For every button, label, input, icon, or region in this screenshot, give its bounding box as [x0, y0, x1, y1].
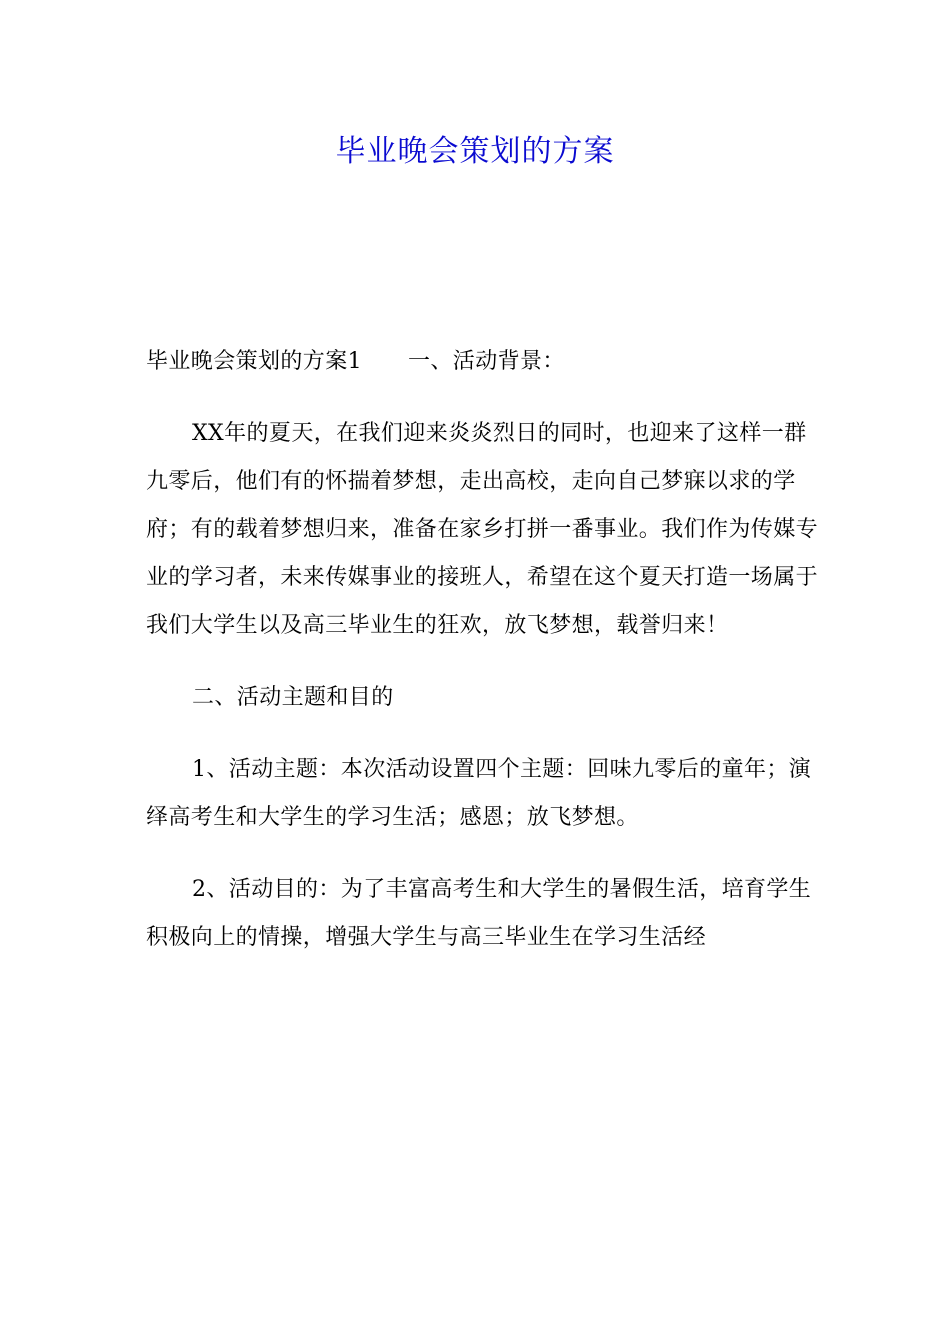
paragraph-purpose: 2、活动目的：为了丰富高考生和大学生的暑假生活，培育学生积极向上的情操，增强大学生与高三毕业生在学习生活经 — [146, 877, 812, 950]
intro-label: 毕业晚会策划的方案1 — [146, 349, 362, 374]
document-title: 毕业晚会策划的方案 — [335, 134, 615, 169]
section-heading-background: 一、活动背景： — [408, 349, 565, 374]
paragraph-background: XX年的夏天，在我们迎来炎炎烈日的同时，也迎来了这样一群九零后，他们有的怀揣着梦想，走出高校，走向自己梦寐以求的学府；有的载着梦想归来，准备在家乡打拼一番事业。我们作为传媒专业的学习者，未来传媒事业的接班人，希望在这个夏天打造一场属于我们大学生以及高三毕业生的狂欢，放飞梦想，载誉归来！ — [146, 421, 819, 638]
intro-line — [146, 338, 826, 386]
paragraph-theme: 1、活动主题：本次活动设置四个主题：回味九零后的童年；演绎高考生和大学生的学习生活；感恩；放飞梦想。 — [146, 757, 812, 830]
document-body — [146, 338, 826, 986]
section-heading-theme-purpose: 二、活动主题和目的 — [192, 685, 394, 710]
